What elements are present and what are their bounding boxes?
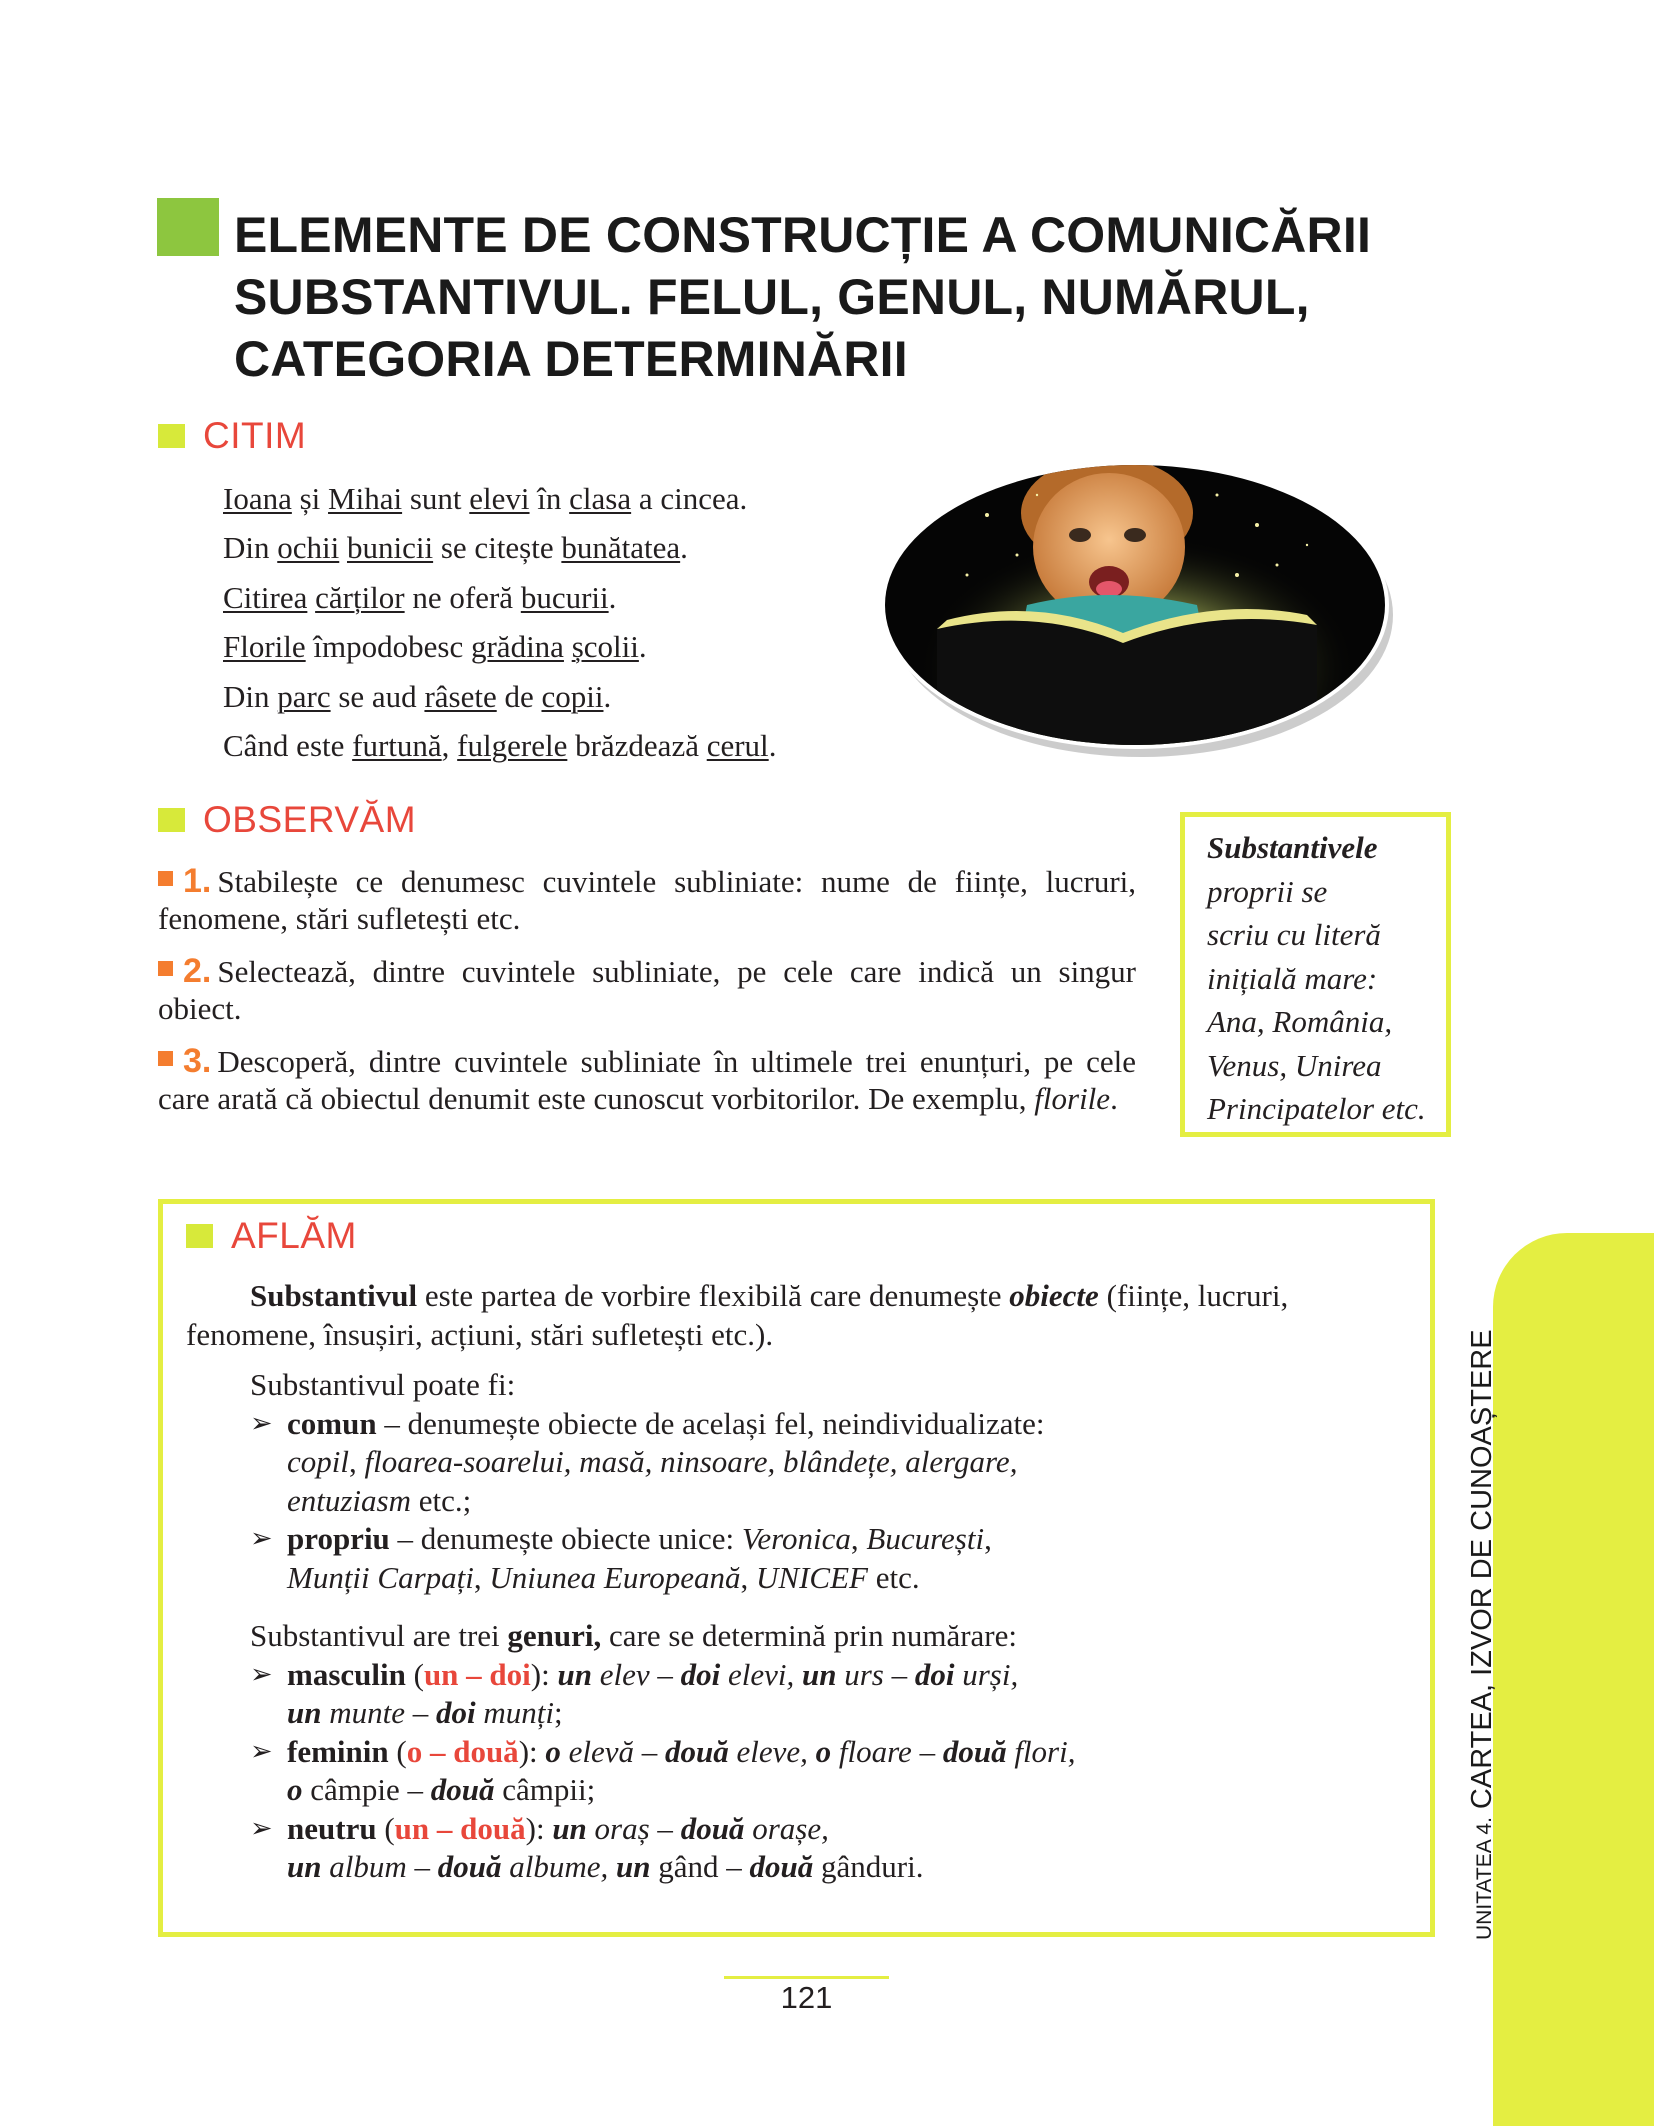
text-run: Substantivele [1207,830,1378,865]
underlined-word: furtună [352,728,442,764]
title-square-icon [157,198,219,256]
text-run: urs – [836,1656,915,1692]
list-text [287,1848,923,1887]
underlined-word: Florile [223,629,306,665]
section-square-icon [158,424,185,448]
text-run: neutru [287,1810,377,1846]
text-run: , [473,1559,490,1595]
text-run: o [815,1733,832,1769]
list-item-continuation [186,1443,1416,1482]
square-bullet-icon [158,1051,173,1066]
text-run: un [287,1695,322,1730]
note-line [1207,1044,1424,1088]
text-run: împodobesc [305,629,471,665]
text-run: un [557,1656,592,1692]
exercise-number: 2. [183,952,212,990]
text-run: doi [914,1656,955,1692]
list-text [287,1405,1045,1444]
genders-intro [186,1617,1416,1656]
arrowhead-bullet-icon: ➢ [250,1407,273,1439]
text-run [339,530,347,565]
text-run: elevi, [720,1656,802,1692]
text-run: un [616,1849,651,1884]
aflam-heading-label: AFLĂM [231,1215,357,1256]
text-run: , [441,728,458,764]
text-run: este partea de vorbire flexibilă care denumește [417,1278,1010,1313]
list-text [287,1694,563,1733]
list-item-continuation [186,1848,1416,1887]
types-list [186,1405,1416,1598]
text-run: , [740,1559,757,1595]
arrowhead-bullet-icon: ➢ [250,1812,273,1844]
text-run: Principatelor etc. [1207,1091,1426,1126]
underlined-word: grădina [470,629,564,665]
text-run: oraș – [586,1810,681,1846]
list-text [287,1771,595,1810]
text-run: , [349,1444,365,1479]
text-run: feminin [287,1733,389,1769]
text-run: florile [1034,1081,1111,1116]
text-run: ; [554,1695,563,1730]
list-text [287,1733,1075,1772]
text-run: câmpie – [302,1772,431,1807]
text-run: ( [376,1810,395,1846]
list-indent [250,1771,287,1810]
note-line [1207,870,1424,914]
exercise-number: 3. [183,1042,212,1080]
text-run: o [545,1733,561,1769]
note-line [1207,1000,1424,1044]
text-run: urși, [954,1656,1019,1692]
citim-heading [158,415,306,457]
citim-sentences [223,474,776,770]
text-run: proprii se [1207,873,1328,909]
underlined-word: Ioana [223,481,292,516]
aflam-heading [186,1215,357,1257]
citim-sentence [223,721,776,770]
list-item [186,1810,1416,1849]
definition-paragraph [186,1277,1416,1354]
list-indent [250,1559,287,1598]
list-indent [250,1482,287,1521]
text-run: etc.; [411,1482,472,1518]
list-item [186,1520,1416,1559]
unit-side-tab-text [1466,1280,1516,1940]
text-run: . [638,629,647,665]
underlined-word: râsete [424,678,497,714]
section-square-icon [158,808,185,832]
exercise-item [158,953,1136,1027]
aflam-content [186,1277,1416,1887]
text-run: elev – [591,1656,681,1692]
text-run: doi [436,1695,476,1730]
text-run: două [680,1810,745,1846]
text-run: floarea-soarelui, masă, ninsoare, blândețe, alergare, [364,1444,1018,1479]
text-run: un [552,1810,587,1846]
text-run: se aud [330,678,425,714]
text-run: (ființe, lucruri, fenomene, însușiri, acțiuni, stări sufletești etc.). [186,1278,1289,1352]
list-text [287,1559,920,1598]
list-text [287,1443,1017,1482]
note-line [1207,913,1424,957]
text-run: un – două [394,1810,526,1846]
citim-heading-label: CITIM [203,415,307,456]
citim-sentence [223,672,776,721]
underlined-word: școlii [571,629,639,665]
text-run [307,580,315,615]
citim-sentence [223,523,776,572]
exercise-item [158,863,1136,937]
text-run: a cincea. [631,481,748,516]
underlined-word: cărților [315,579,405,615]
title-line-3: CATEGORIA DETERMINĂRII [234,331,908,387]
text-run: Din [223,530,278,566]
footer-rule [724,1976,889,1979]
exercise-number: 1. [183,862,212,900]
text-run: , [984,1521,992,1556]
text-run: genuri, [507,1618,602,1653]
text-run: Substantivul [250,1278,418,1313]
text-run: propriu [287,1521,390,1556]
text-run: două [749,1849,814,1884]
text-run: două [430,1772,495,1807]
text-run: masculin [287,1656,406,1692]
title-line-1: ELEMENTE DE CONSTRUCȚIE A COMUNICĂRII [234,207,1372,263]
text-run: , [850,1521,867,1556]
text-run: un – doi [423,1656,531,1692]
text-run: un [287,1849,322,1884]
text-run: se citește [433,530,562,566]
text-run: . [603,678,612,714]
arrowhead-bullet-icon: ➢ [250,1523,273,1554]
list-item-continuation [186,1771,1416,1810]
text-run: orașe, [744,1810,829,1846]
underlined-word: fulgerele [457,728,568,764]
text-run: munți [475,1695,554,1730]
text-run: albume, [501,1849,616,1884]
text-run: Veronica [741,1521,851,1556]
square-bullet-icon [158,961,173,976]
exercise-list [158,863,1136,1133]
text-run: o – două [406,1733,519,1769]
text-run: flori, [1006,1733,1076,1769]
list-item-continuation [186,1559,1416,1598]
text-run: . [1110,1081,1118,1116]
text-run: – denumește obiecte unice: [389,1521,742,1556]
observam-heading-label: OBSERVĂM [203,799,417,840]
text-run: ne oferă [404,579,521,615]
list-indent [250,1848,287,1887]
text-run: comun [287,1405,377,1441]
underlined-word: bunicii [347,530,434,566]
text-run: Selectează, dintre cuvintele subliniate, pe cele care indică un singur obiect. [158,954,1136,1026]
text-run: brăzdează [567,728,707,764]
citim-sentence [223,573,776,622]
underlined-word: Citirea [223,579,308,615]
proper-nouns-note [1180,812,1451,1137]
text-run [564,629,572,664]
underlined-word: clasa [569,481,632,516]
citim-sentence [223,622,776,671]
types-intro: Substantivul poate fi: [250,1367,516,1402]
text-run: ): [525,1810,553,1846]
genders-list [186,1656,1416,1887]
child-reading-book-image [877,455,1396,762]
list-text [287,1520,992,1559]
text-run: Când este [223,728,353,764]
text-run: două [437,1849,502,1884]
text-run: eleve, [728,1733,816,1769]
text-run: . [680,530,688,566]
text-run: munte – [321,1695,436,1730]
text-run: Descoperă, dintre cuvintele subliniate în ultimele trei enunțuri, pe cele care arată că obiectul denumit este cunoscut vorbitorilor. De exemplu, [158,1044,1136,1116]
underlined-word: ochii [277,530,340,566]
text-run: gând – [650,1849,750,1884]
text-run: floare – [831,1733,943,1769]
text-run: care se determină prin numărare: [601,1618,1017,1653]
page-title [234,204,1434,390]
arrowhead-bullet-icon: ➢ [250,1735,273,1767]
text-run: copil [287,1444,349,1479]
underlined-word: elevi [469,481,530,516]
list-indent [250,1443,287,1482]
list-item [186,1656,1416,1695]
text-run: sunt [402,481,470,516]
text-run: ( [405,1656,424,1692]
text-run: entuziasm [287,1482,411,1518]
text-run: ): [518,1733,546,1769]
text-run: Munții Carpați [287,1559,474,1595]
underlined-word: parc [277,678,331,714]
text-run: Venus, Unirea [1207,1047,1382,1083]
text-run: câmpii; [494,1772,596,1807]
title-line-2: SUBSTANTIVUL. FELUL, GENUL, NUMĂRUL, [234,269,1310,325]
text-run: Ana, România, [1207,1004,1393,1039]
list-item [186,1733,1416,1772]
text-run: două [665,1733,729,1769]
text-run: și [291,481,329,516]
text-run: . [608,579,617,615]
list-text [287,1482,471,1521]
square-bullet-icon [158,871,173,886]
list-text [287,1656,1018,1695]
text-run: două [942,1733,1007,1769]
text-run: gânduri. [813,1849,924,1884]
note-line [1207,826,1424,870]
arrowhead-bullet-icon: ➢ [250,1658,273,1690]
page-number: 121 [780,1980,833,2015]
text-run: Din [223,678,278,714]
text-run: București [866,1521,985,1556]
text-run: ( [388,1733,407,1769]
text-run: de [496,678,542,714]
list-item-continuation [186,1694,1416,1733]
text-run: scriu cu literă [1207,917,1381,952]
text-run: obiecte [1009,1278,1099,1313]
underlined-word: copii [541,678,604,714]
list-text [287,1810,829,1849]
text-run: etc. [867,1559,920,1595]
unit-side-tab [1493,1233,1654,2126]
section-square-icon [186,1224,213,1248]
text-run: elevă – [560,1733,666,1769]
text-run: Uniunea Europeană [489,1559,741,1595]
note-line [1207,1087,1424,1131]
text-run: album – [321,1849,438,1884]
text-run: ): [530,1656,558,1692]
text-run: . [768,728,777,764]
underlined-word: bunătatea [561,530,681,566]
list-item [186,1405,1416,1444]
citim-sentence [223,474,776,523]
text-run: doi [680,1656,721,1692]
note-line [1207,957,1424,1001]
unit-title: CARTEA, IZVOR DE CUNOAȘTERE [1466,1329,1498,1810]
text-run: Stabilește ce denumesc cuvintele subliniate: nume de ființe, lucruri, fenomene, stări sufletești etc. [158,864,1136,936]
text-run: – denumește obiecte de același fel, neindividualizate: [376,1405,1045,1441]
underlined-word: bucurii [520,579,609,615]
list-item-continuation [186,1482,1416,1521]
text-run: un [801,1656,837,1692]
underlined-word: Mihai [328,481,403,516]
text-run: în [529,481,570,516]
text-run: Substantivul are trei [250,1618,508,1653]
observam-heading [158,799,416,841]
text-run: inițială mare: [1207,960,1378,996]
underlined-word: cerul [706,728,769,764]
text-run: UNICEF [756,1559,868,1595]
list-indent [250,1694,287,1733]
unit-number: UNITATEA 4. [1473,1817,1496,1940]
text-run: o [287,1772,303,1807]
exercise-item [158,1043,1136,1117]
